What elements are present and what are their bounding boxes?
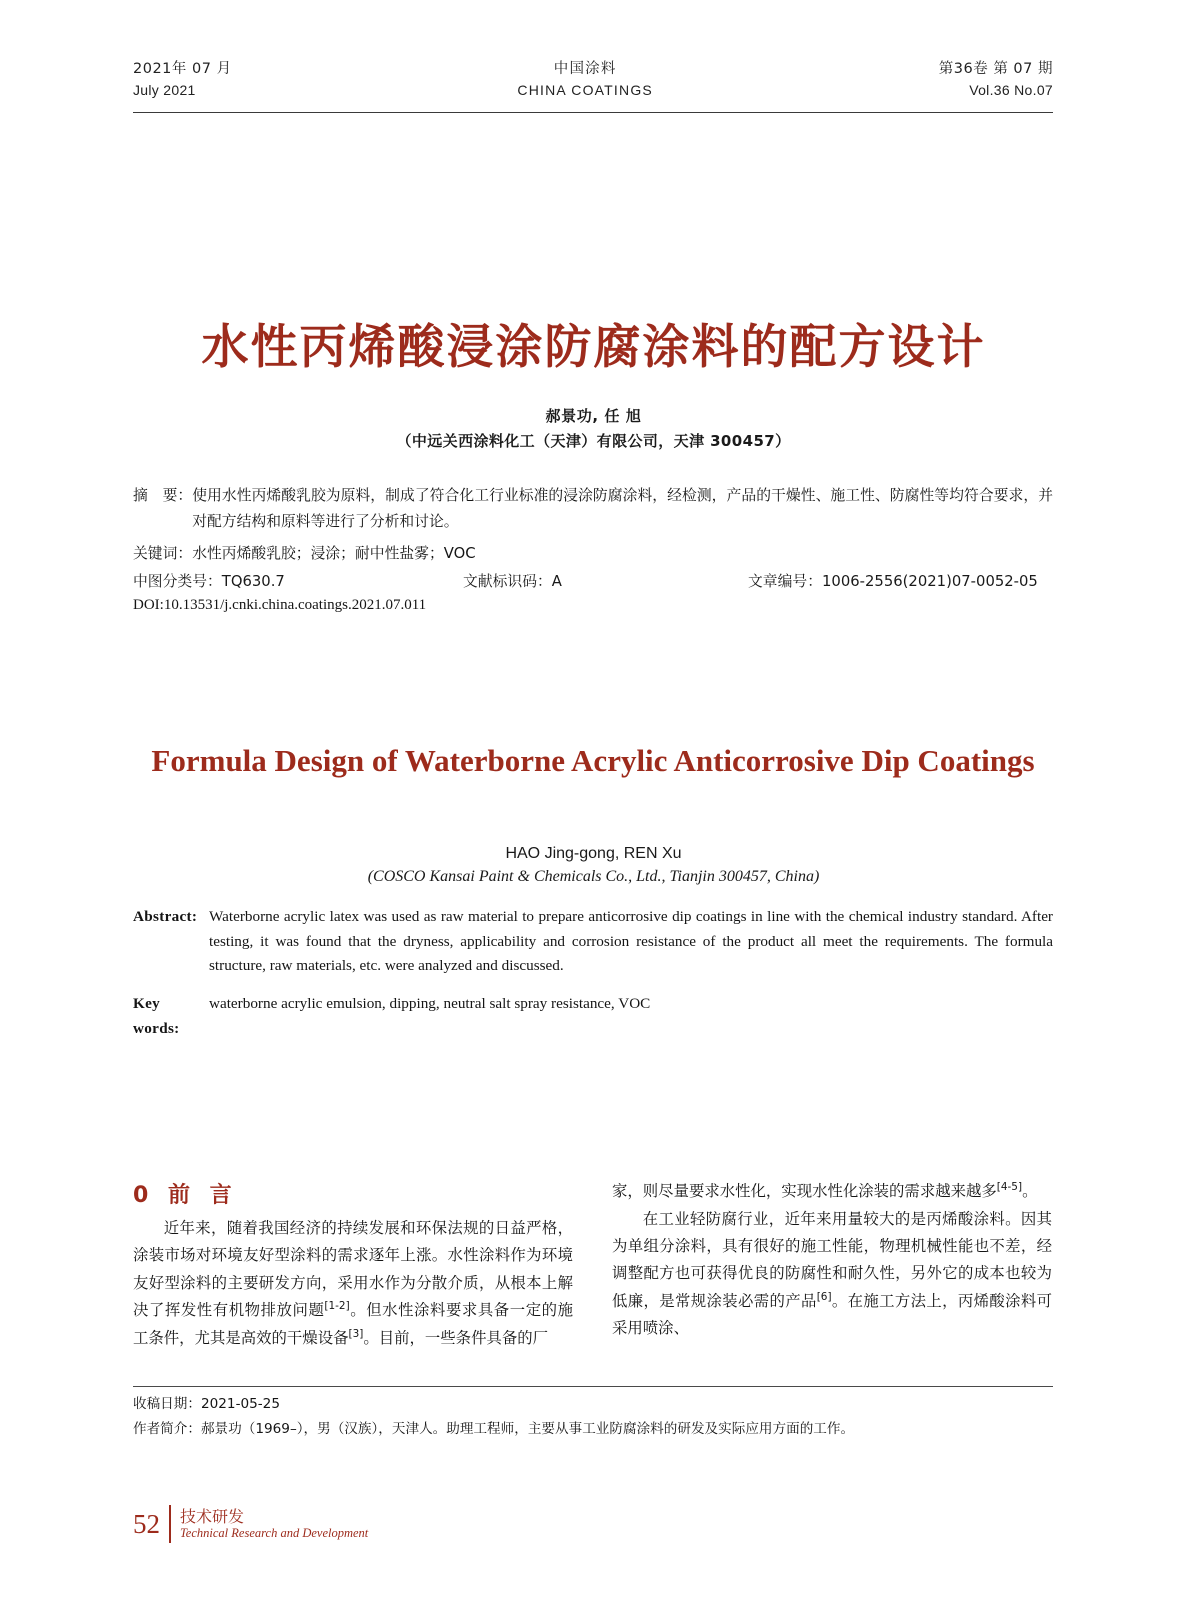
paragraph-text-cont: 。但水性涂料要求具备一定的施工条件，尤其是高效的干燥设备 [133,1301,573,1347]
article-id-value: 1006-2556(2021)07-0052-05 [822,573,1038,590]
doi-line: DOI:10.13531/j.cnki.china.coatings.2021.07.011 [133,597,427,613]
abstract-en-text: Waterborne acrylic latex was used as raw material to prepare anticorrosive dip coatings in line with the chemical industry standard. After testing, it was found that the dryness, applicability and corrosion resistance of the product all meet the requirements. The formula structure, raw materials, etc. were analyzed and discussed. [209,908,1053,975]
authors-en: HAO Jing-gong, REN Xu [505,845,682,862]
paragraph-text: 家，则尽量要求水性化，实现水性化涂装的需求越来越多 [612,1182,997,1201]
page-title-cn: 水性丙烯酸浸涂防腐涂料的配方设计 [201,320,986,375]
received-label: 收稿日期： [133,1396,201,1412]
footnote-rule [133,1386,1053,1387]
author-bio [133,1417,1053,1442]
abstract-cn-label: 摘 要： [133,487,193,504]
affiliation-en: (COSCO Kansai Paint & Chemicals Co., Ltd., Tianjin 300457, China) [367,868,820,885]
citation-marker: [4-5] [996,1181,1023,1193]
issue-date-cn: 2021年 07 月 [133,61,232,77]
abstract-en-row [133,905,1053,979]
article-id-field [748,569,1038,596]
running-head [133,58,1053,102]
received-date [133,1392,1053,1417]
footer-section-en: Technical Research and Development [180,1526,369,1540]
volume-issue-en: Vol.36 No.07 [969,82,1053,99]
running-head-right [939,58,1053,102]
journal-name-en: CHINA COATINGS [517,82,653,99]
abstract-en-block [133,905,1053,1041]
volume-issue-cn: 第36卷 第 07 期 [938,61,1053,77]
section-heading-intro: 0 前 言 [133,1183,238,1208]
authors-cn: 郝景功, 任 旭 [545,407,642,425]
author-bio-value: 郝景功（1969–），男（汉族），天津人。助理工程师，主要从事工业防腐涂料的研发及实际应用方面的工作。 [200,1421,855,1438]
footer-section-cn: 技术研发 [180,1506,245,1526]
keywords-en-text: waterborne acrylic emulsion, dipping, neutral salt spray resistance, VOC [209,994,651,1012]
abstract-cn-text: 使用水性丙烯酸乳胶为原料，制成了符合化工行业标准的浸涂防腐涂料，经检测，产品的干燥性、施工性、防腐性等均符合要求，并对配方结构和原料等进行了分析和讨论。 [192,487,1053,530]
citation-marker: [6] [816,1290,832,1303]
keywords-en-row [133,992,1053,1041]
footnotes [133,1392,1053,1442]
paragraph [612,1178,1052,1206]
affiliation-cn: （中远关西涂料化工（天津）有限公司，天津 300457） [396,432,791,450]
clc-field [133,569,285,596]
footer-section [180,1508,368,1541]
clc-label: 中图分类号： [133,573,222,590]
paragraph-text-cont: 。在施工方法上，丙烯酸涂料可采用喷涂、 [612,1291,1052,1338]
running-head-left [133,58,232,102]
paragraph [612,1206,1052,1343]
citation-marker: [3] [348,1327,364,1340]
paragraph-text-cont: 。 [1022,1182,1038,1201]
page-footer [133,1505,368,1543]
body-column-left [133,1215,573,1352]
doc-code-label: 文献标识码： [463,573,552,590]
keywords-cn-label: 关键词： [133,544,193,562]
page-number: 52 [133,1508,160,1539]
body-column-right [612,1178,1052,1343]
issue-date-en: July 2021 [133,82,196,99]
page-title-en: Formula Design of Waterborne Acrylic Anticorrosive Dip Coatings [151,743,1035,778]
author-bio-label: 作者简介： [133,1421,201,1438]
article-id-label: 文章编号： [748,573,822,590]
paragraph-text-cont2: 。目前，一些条件具备的厂 [363,1328,549,1347]
doc-code-field [463,569,562,596]
running-head-center [517,58,653,102]
keywords-cn-text: 水性丙烯酸乳胶；浸涂；耐中性盐雾；VOC [192,544,476,562]
paragraph-text: 在工业轻防腐行业，近年来用量较大的是丙烯酸涂料。因其为单组分涂料，具有很好的施工性能，物理机械性能也不差，经调整配方也可获得优良的防腐性和耐久性，另外它的成本也较为低廉，是常规涂装必需的产品 [612,1209,1052,1310]
abstract-cn-block [133,483,1053,567]
keywords-cn-row [133,541,1053,567]
citation-marker: [1-2] [324,1300,350,1313]
keywords-en-label: Key words: [133,994,180,1037]
received-value: 2021-05-25 [200,1396,280,1412]
paragraph-text: 近年来，随着我国经济的持续发展和环保法规的日益严格，涂装市场对环境友好型涂料的需求逐年上涨。水性涂料作为环境友好型涂料的主要研发方向，采用水作为分散介质，从根本上解决了挥发性有机物排放问题 [133,1219,573,1320]
footer-divider [169,1505,171,1543]
doc-code-value: A [551,573,562,590]
article-meta-row [133,569,1053,591]
clc-value: TQ630.7 [221,573,285,590]
header-rule [133,112,1053,113]
abstract-en-label: Abstract: [133,908,198,925]
abstract-cn-row [133,483,1053,535]
article-meta-cn [133,569,1053,591]
paragraph [133,1215,573,1352]
journal-name-cn: 中国涂料 [553,61,617,77]
